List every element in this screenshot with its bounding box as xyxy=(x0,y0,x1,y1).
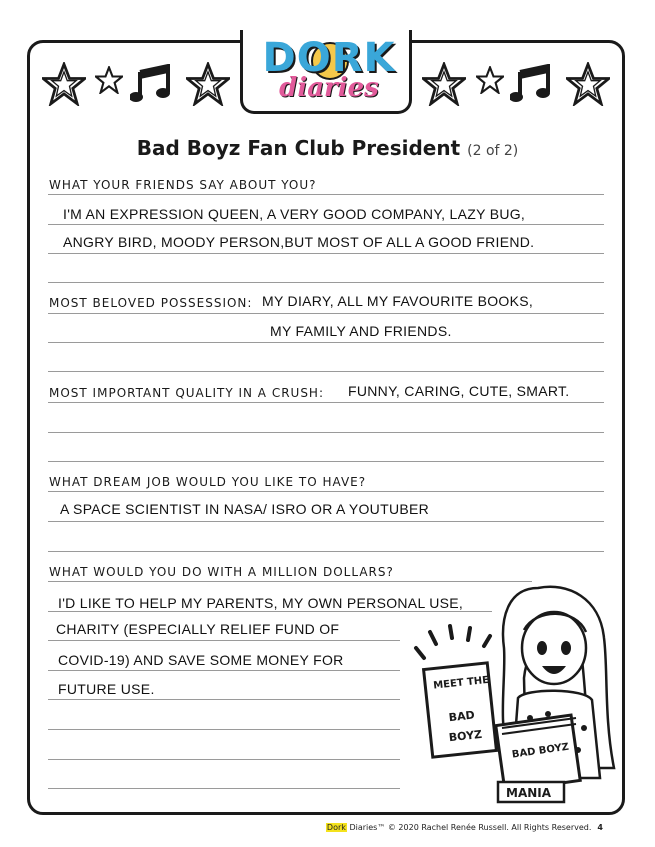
footer-brand: Dork xyxy=(326,823,346,832)
logo-word-diaries: diaries xyxy=(279,73,379,103)
banner-text: MANIA xyxy=(506,786,552,800)
album-title: BAD BOYZ xyxy=(511,741,570,761)
question-label: MOST BELOVED POSSESSION: xyxy=(49,296,253,310)
girl-illustration xyxy=(408,568,618,808)
answer-line: COVID-19) AND SAVE SOME MONEY FOR xyxy=(58,652,344,668)
answer-line: A SPACE SCIENTIST IN NASA/ ISRO OR A YOUTUBER xyxy=(60,501,430,517)
answer-line: ANGRY BIRD, MOODY PERSON,BUT MOST OF ALL A GOOD FRIEND. xyxy=(63,234,535,250)
sign-line-1: MEET THE xyxy=(432,674,490,692)
page-title-main: Bad Boyz Fan Club President xyxy=(136,136,461,160)
question-label: WHAT DREAM JOB WOULD YOU LIKE TO HAVE? xyxy=(49,475,367,489)
question-label: MOST IMPORTANT QUALITY IN A CRUSH: xyxy=(49,386,325,400)
answer-line: I'M AN EXPRESSION QUEEN, A VERY GOOD COMPANY, LAZY BUG, xyxy=(63,206,526,222)
answer-line: I'D LIKE TO HELP MY PARENTS, MY OWN PERSONAL USE, xyxy=(58,595,464,611)
answer-line: CHARITY (ESPECIALLY RELIEF FUND OF xyxy=(56,621,340,637)
writing-line xyxy=(48,491,604,492)
writing-line xyxy=(48,194,604,195)
writing-line xyxy=(48,521,604,522)
answer-line: FUTURE USE. xyxy=(58,681,155,697)
answer-line: MY FAMILY AND FRIENDS. xyxy=(270,323,452,339)
sign-line-2: BAD xyxy=(448,708,476,725)
logo xyxy=(240,30,412,114)
page-title xyxy=(0,136,655,160)
answer-line: MY DIARY, ALL MY FAVOURITE BOOKS, xyxy=(262,293,534,309)
writing-line xyxy=(48,729,400,730)
sign-line-3: BOYZ xyxy=(448,727,483,745)
footer xyxy=(326,823,603,832)
star-icon xyxy=(422,62,466,106)
writing-line xyxy=(48,699,400,700)
writing-line xyxy=(48,432,604,433)
question-label: WHAT YOUR FRIENDS SAY ABOUT YOU? xyxy=(49,178,317,192)
writing-line xyxy=(48,282,604,283)
star-icon xyxy=(186,62,230,106)
writing-line xyxy=(48,253,604,254)
star-icon xyxy=(476,66,504,94)
logo-word-dork: DORK xyxy=(262,35,396,81)
writing-line xyxy=(48,670,400,671)
writing-line xyxy=(48,402,604,403)
writing-line xyxy=(48,461,604,462)
writing-line xyxy=(48,342,604,343)
writing-line xyxy=(48,371,604,372)
writing-line xyxy=(48,224,604,225)
writing-line xyxy=(48,788,400,789)
footer-copyright: Diaries™ © 2020 Rachel Renée Russell. All Rights Reserved. xyxy=(346,823,592,832)
page-number: 4 xyxy=(597,823,603,832)
music-note-icon xyxy=(130,64,174,104)
star-icon xyxy=(566,62,610,106)
music-note-icon xyxy=(510,64,554,104)
star-icon xyxy=(95,66,123,94)
writing-line xyxy=(48,640,400,641)
writing-line xyxy=(48,551,604,552)
page-title-sub: (2 of 2) xyxy=(467,143,519,159)
writing-line xyxy=(48,313,604,314)
answer-line: FUNNY, CARING, CUTE, SMART. xyxy=(348,383,570,399)
question-label: WHAT WOULD YOU DO WITH A MILLION DOLLARS? xyxy=(49,565,394,579)
star-icon xyxy=(42,62,86,106)
writing-line xyxy=(48,759,400,760)
